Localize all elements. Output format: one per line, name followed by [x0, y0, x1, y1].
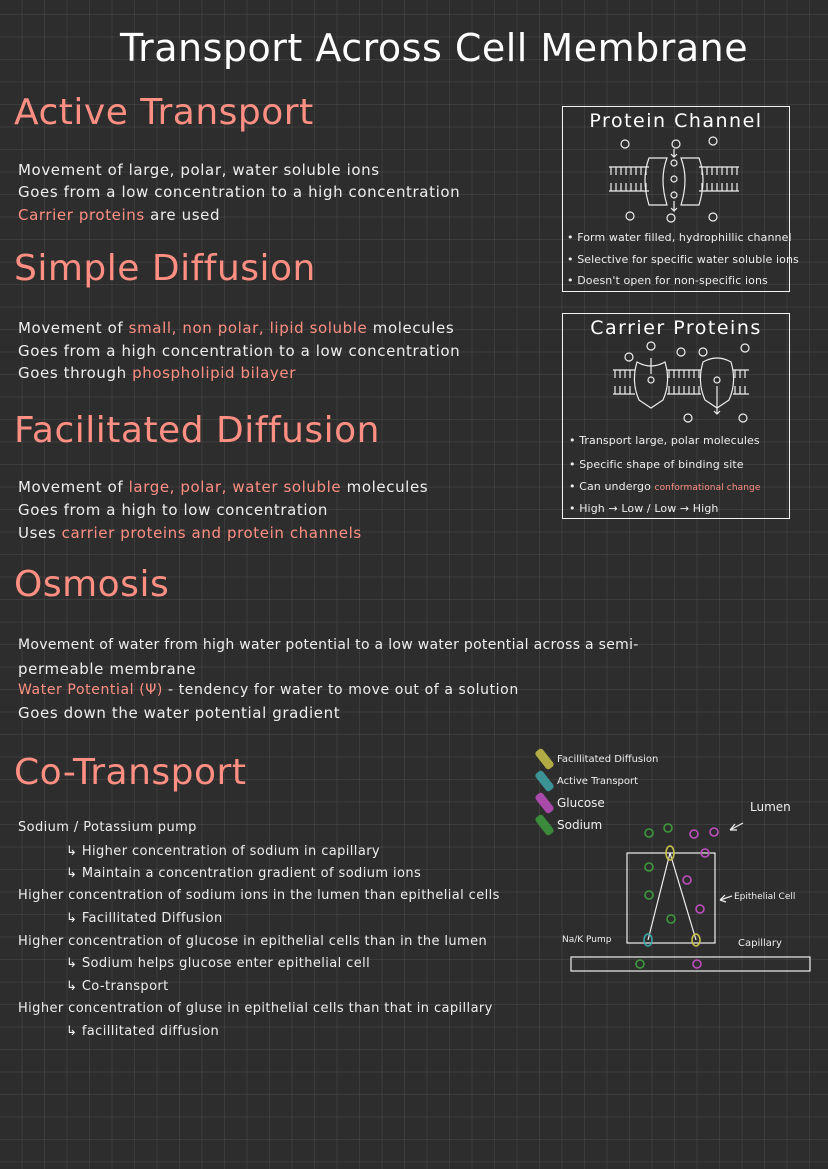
protein-channel-diagram [563, 133, 788, 229]
facilitated-line-1-a: Movement of [18, 478, 129, 496]
protein-channel-bullet-2-text: Selective for specific water soluble ions [577, 253, 799, 266]
carrier-bullet-1: • Transport large, polar molecules [569, 434, 760, 447]
legend-swatch-active [534, 770, 555, 793]
carrier-bullet-3-a: Can undergo [579, 480, 655, 493]
co-line-4: Higher concentration of sodium ions in the lumen than epithelial cells [18, 888, 500, 903]
co-line-10: ↳ facillitated diffusion [66, 1024, 220, 1039]
facilitated-line-1-highlight: large, polar, water soluble [128, 478, 342, 496]
carrier-bullet-2: • Specific shape of binding site [569, 458, 744, 471]
carrier-proteins-diagram [563, 340, 788, 428]
simple-line-1 [18, 319, 454, 337]
carrier-bullet-4: • High → Low / Low → High [569, 502, 719, 515]
simple-diffusion-heading: Simple Diffusion [14, 248, 316, 289]
osmosis-line-3-highlight: Water Potential (Ψ) [18, 682, 163, 698]
sodium-molecule [664, 824, 672, 832]
legend-swatch-sodium [534, 814, 555, 837]
osmosis-line-3 [18, 682, 519, 698]
sodium-molecule [667, 915, 675, 923]
osmosis-line-2: permeable membrane [18, 660, 197, 678]
facilitated-line-3 [18, 524, 362, 542]
protein-channel-bullet-2: • Selective for specific water soluble ions [567, 253, 799, 266]
carrier-bullet-4-text: High → Low / Low → High [579, 502, 719, 515]
protein-channel-bullet-3-text: Doesn't open for non-specific ions [577, 274, 768, 287]
active-line-3-rest: are used [144, 206, 221, 224]
facilitated-line-1 [18, 478, 428, 496]
na-k-pump-label: Na/K Pump [562, 935, 612, 945]
legend-item-active [540, 770, 658, 792]
active-line-1: Movement of large, polar, water soluble ions [18, 161, 380, 179]
carrier-bullet-3: • Can undergo conformational change [569, 480, 761, 493]
lumen-arrow [730, 823, 743, 830]
simple-line-1-b: molecules [367, 319, 455, 337]
osmosis-line-3-rest: - tendency for water to move out of a solution [162, 682, 519, 698]
legend-swatch-facilitated [534, 748, 555, 771]
carrier-proteins-box [562, 313, 790, 519]
active-line-2: Goes from a low concentration to a high concentration [18, 183, 461, 201]
co-transport-diagram [560, 795, 820, 985]
sodium-molecule [636, 960, 644, 968]
legend-label-facilitated: Facillitated Diffusion [557, 753, 659, 765]
carrier-bullet-3-highlight: conformational change [654, 483, 761, 493]
simple-line-2: Goes from a high concentration to a low concentration [18, 342, 461, 360]
carrier-bullet-2-text: Specific shape of binding site [579, 458, 744, 471]
co-line-1: Sodium / Potassium pump [18, 820, 197, 835]
co-line-5: ↳ Facillitated Diffusion [66, 911, 223, 926]
osmosis-line-4: Goes down the water potential gradient [18, 704, 341, 722]
simple-line-3-a: Goes through [18, 364, 133, 382]
epithelial-cell-label: Epithelial Cell [734, 892, 796, 902]
simple-line-1-highlight: small, non polar, lipid soluble [128, 319, 368, 337]
glucose-molecule [696, 905, 704, 913]
co-line-9: Higher concentration of gluse in epithelial cells than that in capillary [18, 1001, 493, 1016]
active-transport-heading: Active Transport [14, 92, 314, 133]
epithelial-cell-shape [627, 853, 715, 943]
co-line-5-text: Facillitated Diffusion [81, 911, 223, 926]
carrier-proteins-title: Carrier Proteins [590, 317, 762, 339]
co-line-2: ↳ Higher concentration of sodium in capillary [66, 844, 381, 859]
sodium-molecule [645, 863, 653, 871]
glucose-molecule [693, 960, 701, 968]
carrier-bullet-1-text: Transport large, polar molecules [579, 434, 760, 447]
co-line-7-text: Sodium helps glucose enter epithelial cell [81, 956, 371, 971]
co-transport-heading: Co-Transport [14, 752, 247, 793]
protein-channel-bullet-3: • Doesn't open for non-specific ions [567, 274, 768, 287]
co-line-3: ↳ Maintain a concentration gradient of sodium ions [66, 866, 422, 881]
glucose-molecule [710, 828, 718, 836]
simple-line-3-highlight: phospholipid bilayer [132, 364, 296, 382]
glucose-molecule [690, 830, 698, 838]
legend-item-facilitated [540, 748, 658, 770]
co-line-6: Higher concentration of glucose in epithelial cells than in the lumen [18, 934, 488, 949]
protein-channel-bullet-1: • Form water filled, hydrophillic channel [567, 231, 792, 244]
legend-swatch-glucose [534, 792, 555, 815]
facilitated-diffusion-heading: Facilitated Diffusion [14, 410, 380, 451]
simple-line-1-a: Movement of [18, 319, 129, 337]
co-line-3-text: Maintain a concentration gradient of sodium ions [81, 866, 422, 881]
facilitated-line-2: Goes from a high to low concentration [18, 501, 329, 519]
sodium-path-line [648, 853, 670, 940]
co-line-2-text: Higher concentration of sodium in capillary [81, 844, 381, 859]
epithelial-arrow [720, 895, 732, 902]
glucose-molecule [683, 876, 691, 884]
protein-channel-box [562, 106, 799, 292]
active-line-3 [18, 206, 220, 224]
co-line-8: ↳ Co-transport [66, 979, 169, 994]
osmosis-line-1: Movement of water from high water potential to a low water potential across a semi- [18, 637, 639, 653]
sodium-molecule [645, 891, 653, 899]
co-line-7: ↳ Sodium helps glucose enter epithelial cell [66, 956, 371, 971]
legend-label-active: Active Transport [557, 775, 639, 787]
co-line-8-text: Co-transport [81, 979, 169, 994]
legend-label-glucose: Glucose [557, 796, 605, 810]
page-title: Transport Across Cell Membrane [120, 26, 749, 70]
sodium-molecule [645, 829, 653, 837]
facilitated-line-3-a: Uses [18, 524, 62, 542]
facilitated-line-3-highlight: carrier proteins and protein channels [61, 524, 362, 542]
capillary-label: Capillary [738, 938, 782, 949]
facilitated-line-1-b: molecules [341, 478, 429, 496]
simple-line-3 [18, 364, 296, 382]
glucose-path-line [670, 853, 696, 940]
co-line-10-text: facillitated diffusion [81, 1024, 220, 1039]
active-line-3-highlight: Carrier proteins [18, 206, 145, 224]
protein-channel-bullet-1-text: Form water filled, hydrophillic channel [577, 231, 792, 244]
osmosis-heading: Osmosis [14, 564, 170, 605]
lumen-label: Lumen [750, 800, 791, 814]
protein-channel-title: Protein Channel [589, 110, 763, 132]
legend-label-sodium: Sodium [557, 818, 603, 832]
capillary-shape [571, 957, 810, 971]
